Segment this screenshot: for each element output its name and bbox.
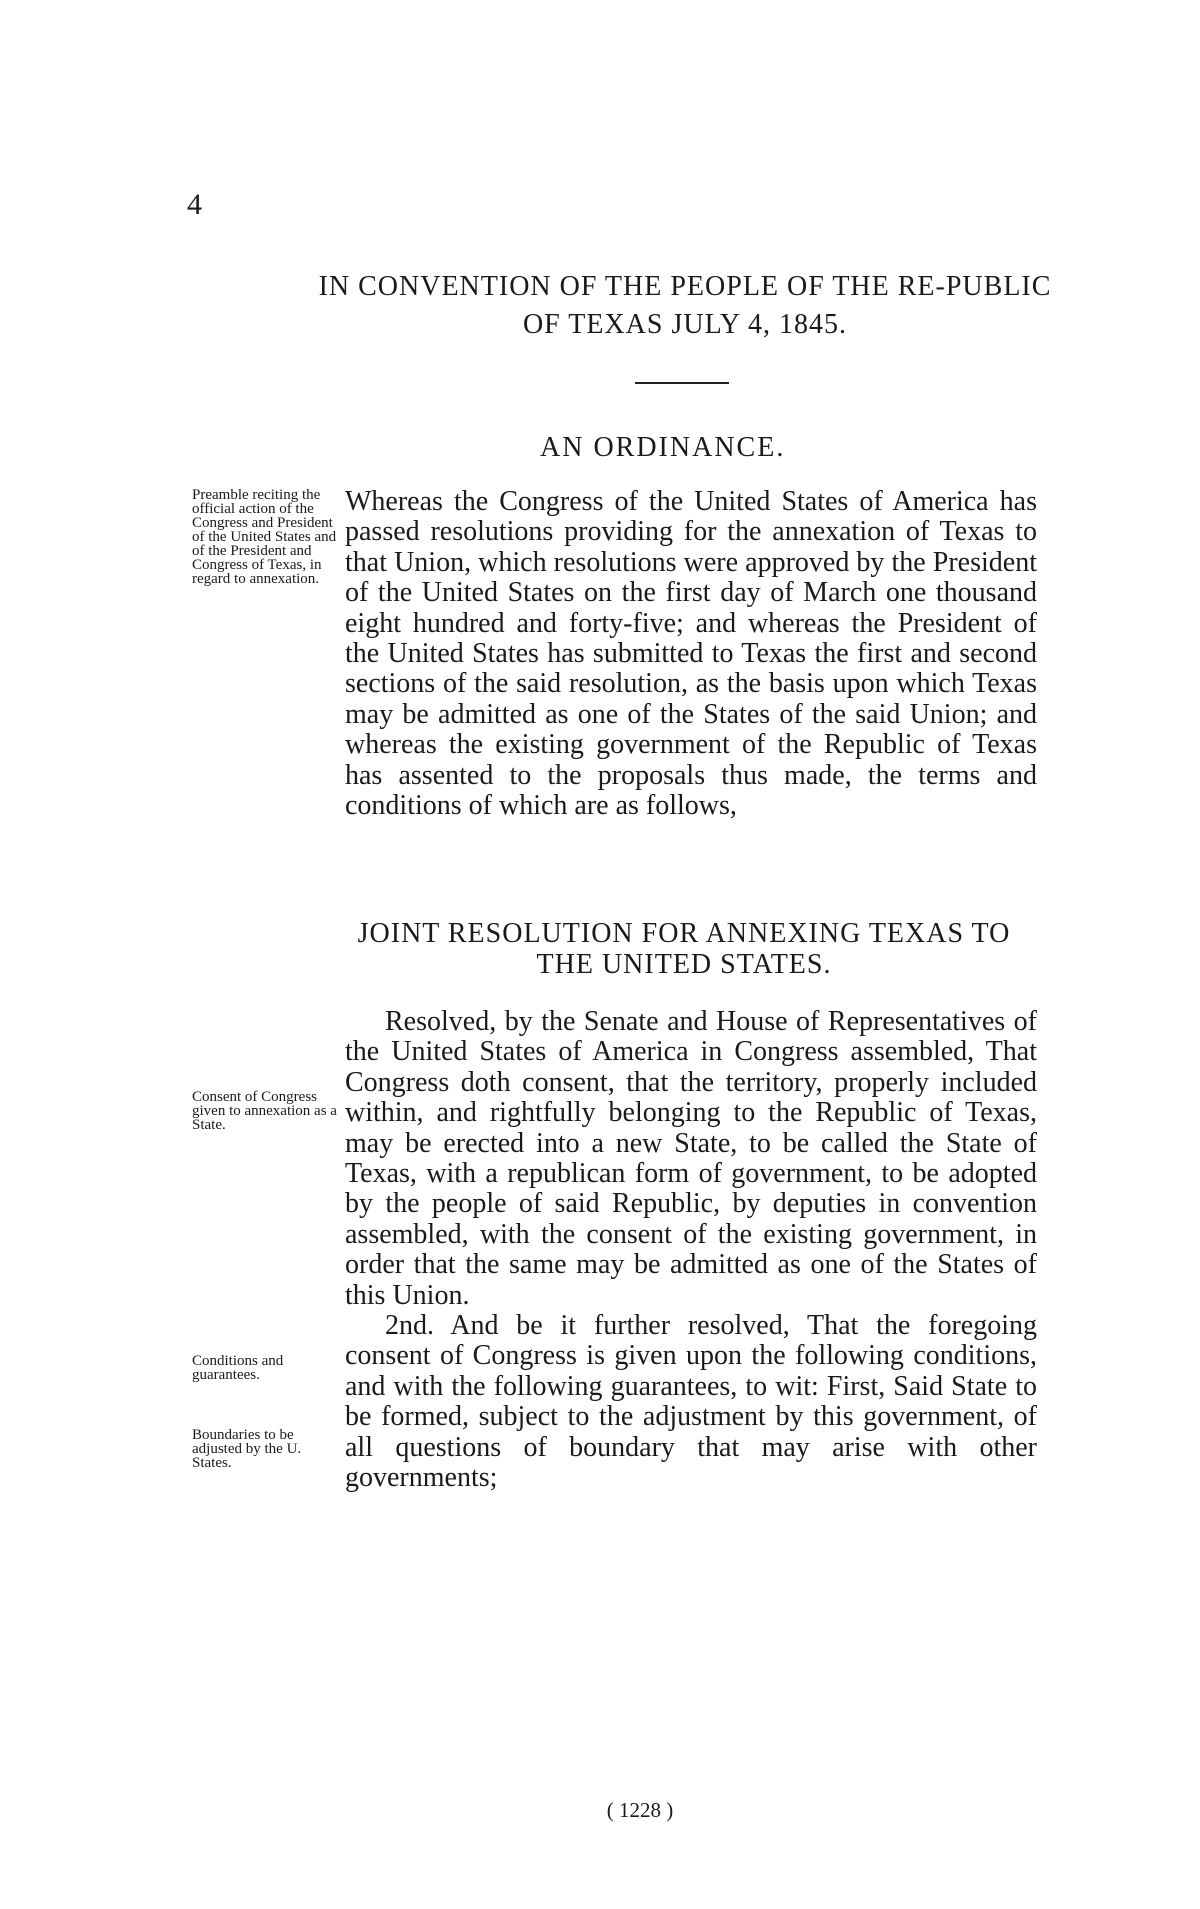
page-number: 4 [187,188,202,221]
joint-resolution-heading: JOINT RESOLUTION FOR ANNEXING TEXAS TO THE UNITED STATES. [357,918,1011,980]
margin-note-preamble: Preamble reciting the official action of the Congress and President of the United States and of the President and Congress of Texas, in regard to annexation. [192,487,337,587]
margin-note-conditions: Conditions and guarantees. [192,1353,284,1383]
margin-note-consent: Consent of Congress given to annexation as a State. [192,1089,337,1133]
resolution-paragraph-2: 2nd. And be it further resolved, That the foregoing consent of Congress is given upon the following conditions, and with the following guarantees, to wit: First, Said State to be formed, subject to the adjustment by this government, of all questions of boundary that may arise with other governments; [345,1310,1037,1494]
margin-note-boundaries: Boundaries to be adjusted by the U. States. [192,1427,302,1471]
resolution-paragraph-1: Resolved, by the Senate and House of Representatives of the United States of America in Congress assembled, That Congress doth consent, that the territory, properly included within, and rightfully belonging to the Republic of Texas, may be erected into a new State, to be called the State of Texas, with a republican form of government, to be adopted by the people of said Republic, by deputies in convention assembled, with the consent of the existing government, in order that the same may be admitted as one of the States of this Union. [345,1006,1037,1311]
convention-title: IN CONVENTION OF THE PEOPLE OF THE RE-PUBLIC OF TEXAS JULY 4, 1845. [318,271,1052,340]
ordinance-heading: AN ORDINANCE. [540,432,786,463]
resolution-body [345,1007,1037,1494]
page-footer: ( 1228 ) [606,1798,674,1822]
title-divider [635,382,729,384]
preamble-text: Whereas the Congress of the United States of America has passed resolutions providing for the annexation of Texas to that Union, which resolutions were approved by the President of the United States on the first day of March one thousand eight hundred and forty-five; and whereas the President of the United States has submitted to Texas the first and second sections of the said resolution, as the basis upon which Texas may be admitted as one of the States of the said Union; and whereas the existing government of the Republic of Texas has assented to the proposals thus made, the terms and conditions of which are as follows, [345,486,1037,822]
